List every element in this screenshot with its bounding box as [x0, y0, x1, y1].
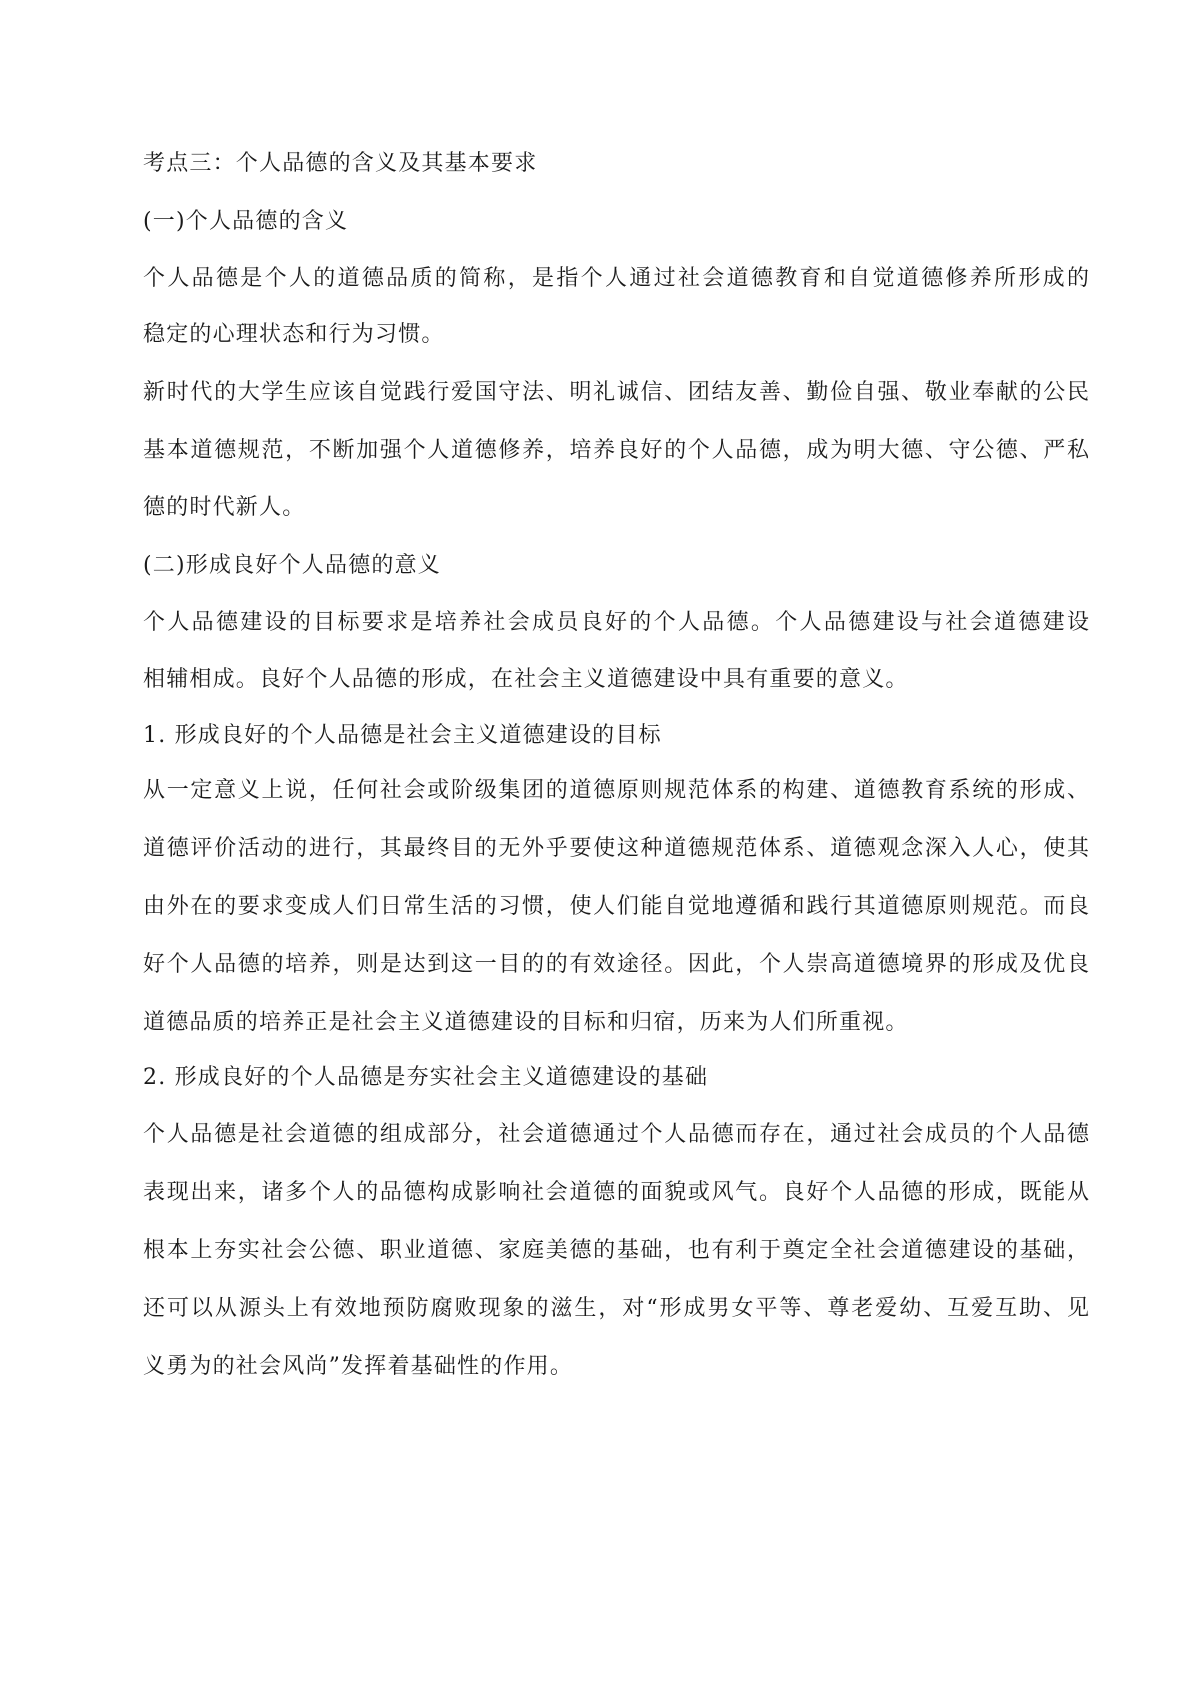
paragraph-line: 义勇为的社会风尚”发挥着基础性的作用。 [143, 1354, 574, 1379]
paragraph-line: 稳定的心理状态和行为习惯。 [143, 322, 445, 347]
paragraph-line: 由外在的要求变成人们日常生活的习惯，使人们能自觉地遵循和践行其道德原则规范。而良 [143, 894, 1089, 919]
paragraph-line: 个人品德是个人的道德品质的简称，是指个人通过社会道德教育和自觉道德修养所形成的 [143, 266, 1089, 291]
paragraph-line: 还可以从源头上有效地预防腐败现象的滋生，对“形成男女平等、尊老爱幼、互爱互助、见 [143, 1296, 1090, 1321]
paragraph-line: 个人品德建设的目标要求是培养社会成员良好的个人品德。个人品德建设与社会道德建设 [143, 610, 1089, 635]
numbered-point-2: 2. 形成良好的个人品德是夯实社会主义道德建设的基础 [143, 1065, 709, 1090]
numbered-point-1: 1. 形成良好的个人品德是社会主义道德建设的目标 [143, 723, 662, 748]
subheading-significance: (二)形成良好个人品德的意义 [143, 553, 441, 578]
paragraph-line: 新时代的大学生应该自觉践行爱国守法、明礼诚信、团结友善、勤俭自强、敬业奉献的公民 [143, 380, 1089, 405]
paragraph-line: 道德评价活动的进行，其最终目的无外乎要使这种道德规范体系、道德观念深入人心，使其 [143, 836, 1089, 861]
paragraph-line: 基本道德规范，不断加强个人道德修养，培养良好的个人品德，成为明大德、守公德、严私 [143, 438, 1089, 463]
paragraph-line: 从一定意义上说，任何社会或阶级集团的道德原则规范体系的构建、道德教育系统的形成、 [143, 778, 1089, 803]
paragraph-line: 表现出来，诸多个人的品德构成影响社会道德的面貌或风气。良好个人品德的形成，既能从 [143, 1180, 1089, 1205]
subheading-meaning: (一)个人品德的含义 [143, 209, 349, 234]
paragraph-line: 道德品质的培养正是社会主义道德建设的目标和归宿，历来为人们所重视。 [143, 1010, 909, 1035]
paragraph-line: 好个人品德的培养，则是达到这一目的的有效途径。因此，个人崇高道德境界的形成及优良 [143, 952, 1089, 977]
paragraph-line: 根本上夯实社会公德、职业道德、家庭美德的基础，也有利于奠定全社会道德建设的基础， [143, 1238, 1089, 1263]
section-heading: 考点三：个人品德的含义及其基本要求 [143, 151, 538, 176]
paragraph-line: 相辅相成。良好个人品德的形成，在社会主义道德建设中具有重要的意义。 [143, 667, 909, 692]
paragraph-line: 个人品德是社会道德的组成部分，社会道德通过个人品德而存在，通过社会成员的个人品德 [143, 1122, 1089, 1147]
paragraph-line: 德的时代新人。 [143, 495, 306, 520]
